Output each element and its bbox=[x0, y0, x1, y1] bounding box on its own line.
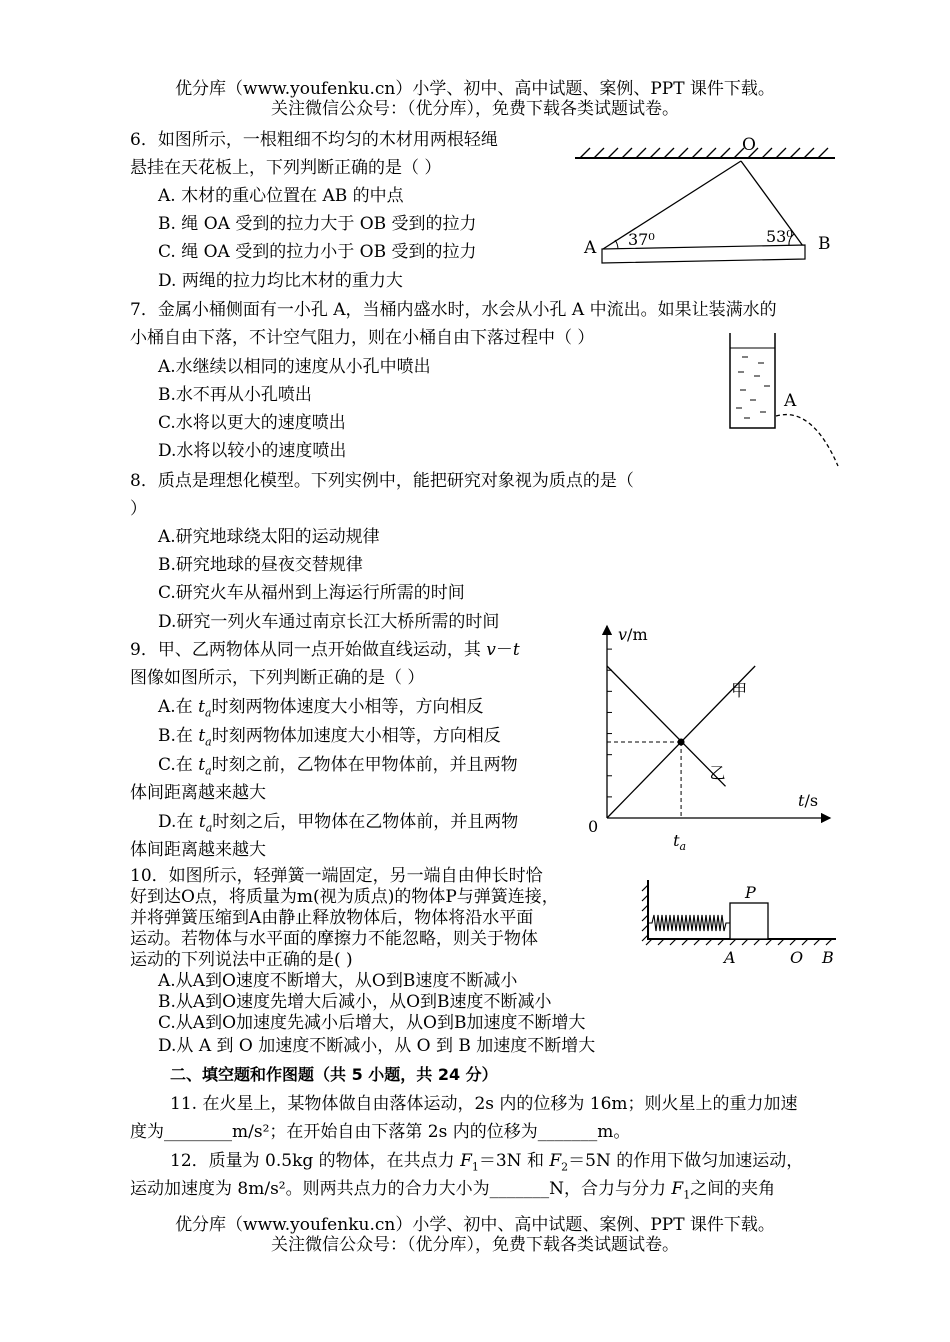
point-a-label: A bbox=[584, 238, 597, 258]
q11-line-1: 11. 在火星上，某物体做自由落体运动，2s 内的位移为 16m；则火星上的重力加速 bbox=[170, 1094, 798, 1114]
intersection-point bbox=[678, 739, 685, 746]
q9-stem-1: 9．甲、乙两物体从同一点开始做直线运动，其 v－t bbox=[130, 640, 520, 660]
y-axis-ticks bbox=[607, 649, 612, 797]
water-dashes bbox=[736, 357, 770, 418]
angle-a-arc bbox=[615, 240, 618, 249]
q9-option-b: B.在 $t_a$时刻两物体加速度大小相等，方向相反 bbox=[158, 726, 501, 749]
q7-figure bbox=[720, 328, 850, 473]
point-o-label: O bbox=[790, 948, 804, 967]
series-jia-label: 甲 bbox=[731, 681, 748, 700]
q10-stem-2: 好到达O点，将质量为m(视为质点)的物体P与弹簧连接， bbox=[130, 887, 559, 907]
q7-option-d: D.水将以较小的速度喷出 bbox=[158, 441, 347, 461]
block-p bbox=[730, 903, 768, 939]
q6-option-a: A. 木材的重心位置在 AB 的中点 bbox=[158, 186, 404, 206]
q10-figure bbox=[638, 875, 843, 970]
point-b-label: B bbox=[818, 234, 831, 254]
q9-option-c-cont: 体间距离越来越大 bbox=[130, 783, 266, 803]
q8-stem-2: ） bbox=[130, 499, 147, 519]
q9-option-a: A.在 $t_a$时刻两物体速度大小相等，方向相反 bbox=[158, 697, 484, 720]
x-axis-label: t/s bbox=[798, 791, 819, 810]
q12-line-2: 运动加速度为 8m/s²。则两共点力的合力大小为_______N，合力与分力 $F_1$之间的夹角 bbox=[130, 1179, 776, 1202]
q8-option-d: D.研究一列火车通过南京长江大桥所需的时间 bbox=[158, 612, 500, 632]
header-line-1: 优分库（www.youfenku.cn）小学、初中、高中试题、案例、PPT 课件下载。 bbox=[175, 79, 775, 99]
q10-stem-4: 运动。若物体与水平面的摩擦力不能忽略，则关于物体 bbox=[130, 929, 538, 949]
ceiling-hatch bbox=[580, 148, 828, 158]
q10-option-c: C.从A到O加速度先减小后增大，从O到B加速度不断增大 bbox=[158, 1013, 586, 1033]
q8-option-a: A.研究地球绕太阳的运动规律 bbox=[158, 527, 380, 547]
q10-option-a: A.从A到O速度不断增大，从O到B速度不断减小 bbox=[158, 971, 518, 991]
point-o-label: O bbox=[742, 135, 756, 155]
q10-stem-5: 运动的下列说法中正确的是( ) bbox=[130, 950, 353, 970]
q9-option-c: C.在 $t_a$时刻之前，乙物体在甲物体前，并且两物 bbox=[158, 755, 518, 778]
q6-stem-1: 6．如图所示，一根粗细不均匀的木材用两根轻绳 bbox=[130, 130, 498, 150]
q6-option-d: D. 两绳的拉力均比木材的重力大 bbox=[158, 271, 403, 291]
x-tick-label-ta: $t_a$ bbox=[673, 831, 687, 853]
spring bbox=[648, 915, 730, 931]
q8-option-c: C.研究火车从福州到上海运行所需的时间 bbox=[158, 583, 465, 603]
header-line-2: 关注微信公众号：（优分库），免费下载各类试题试卷。 bbox=[271, 99, 679, 119]
bucket-outline bbox=[730, 333, 775, 428]
series-yi-line bbox=[607, 666, 726, 786]
q6-option-c: C. 绳 OA 受到的拉力小于 OB 受到的拉力 bbox=[158, 242, 477, 262]
angle-a-label: 37⁰ bbox=[628, 230, 655, 249]
rope-oa bbox=[603, 161, 741, 249]
q7-option-c: C.水将以更大的速度喷出 bbox=[158, 413, 346, 433]
q11-line-2: 度为________m/s²；在开始自由下落第 2s 内的位移为_______m。 bbox=[130, 1122, 631, 1142]
q8-stem-1: 8．质点是理想化模型。下列实例中，能把研究对象视为质点的是（ bbox=[130, 471, 634, 491]
q10-option-d: D.从 A 到 O 加速度不断减小，从 O 到 B 加速度不断增大 bbox=[158, 1036, 596, 1056]
q10-stem-3: 并将弹簧压缩到A由静止释放物体后，物体将沿水平面 bbox=[130, 908, 534, 928]
q12-line-1: 12．质量为 0.5kg 的物体，在共点力 $F_1=3N$ 和 $F_2=5N$ 的作用下做匀加速运动， bbox=[170, 1151, 804, 1174]
section-2-title: 二、填空题和作图题（共 5 小题，共 24 分） bbox=[170, 1065, 498, 1084]
q6-option-b: B. 绳 OA 受到的拉力大于 OB 受到的拉力 bbox=[158, 214, 477, 234]
q7-option-a: A.水继续以相同的速度从小孔中喷出 bbox=[158, 357, 431, 377]
q6-stem-2: 悬挂在天花板上，下列判断正确的是（ ） bbox=[130, 158, 442, 178]
q7-stem-1: 7．金属小桶侧面有一小孔 A，当桶内盛水时，水会从小孔 A 中流出。如果让装满水的 bbox=[130, 300, 777, 320]
y-axis-label: v/m bbox=[618, 625, 648, 644]
q8-option-b: B.研究地球的昼夜交替规律 bbox=[158, 555, 363, 575]
q10-stem-1: 10．如图所示，轻弹簧一端固定，另一端自由伸长时恰 bbox=[130, 866, 543, 886]
series-yi-label: 乙 bbox=[709, 763, 726, 783]
vt-chart bbox=[580, 618, 840, 858]
q9-stem-2: 图像如图所示，下列判断正确的是（ ） bbox=[130, 668, 425, 688]
footer-line-1: 优分库（www.youfenku.cn）小学、初中、高中试题、案例、PPT 课件下载。 bbox=[175, 1215, 775, 1235]
q10-option-b: B.从A到O速度先增大后减小，从O到B速度不断减小 bbox=[158, 992, 552, 1012]
water-jet-dashed bbox=[776, 415, 838, 466]
point-b-label: B bbox=[822, 948, 834, 967]
origin-label: 0 bbox=[588, 817, 599, 836]
point-a-label: A bbox=[724, 948, 736, 967]
q6-figure bbox=[570, 132, 850, 272]
angle-b-label: 53⁰ bbox=[766, 227, 793, 246]
footer-line-2: 关注微信公众号：（优分库），免费下载各类试题试卷。 bbox=[271, 1235, 679, 1255]
q7-stem-2: 小桶自由下落，不计空气阻力，则在小桶自由下落过程中（ ） bbox=[130, 328, 595, 348]
q9-option-d: D.在 $t_a$时刻之后，甲物体在乙物体前，并且两物 bbox=[158, 812, 519, 835]
q7-option-b: B.水不再从小孔喷出 bbox=[158, 385, 312, 405]
q9-option-d-cont: 体间距离越来越大 bbox=[130, 840, 266, 860]
block-p-label: P bbox=[745, 883, 756, 902]
hole-a-label: A bbox=[784, 391, 797, 411]
